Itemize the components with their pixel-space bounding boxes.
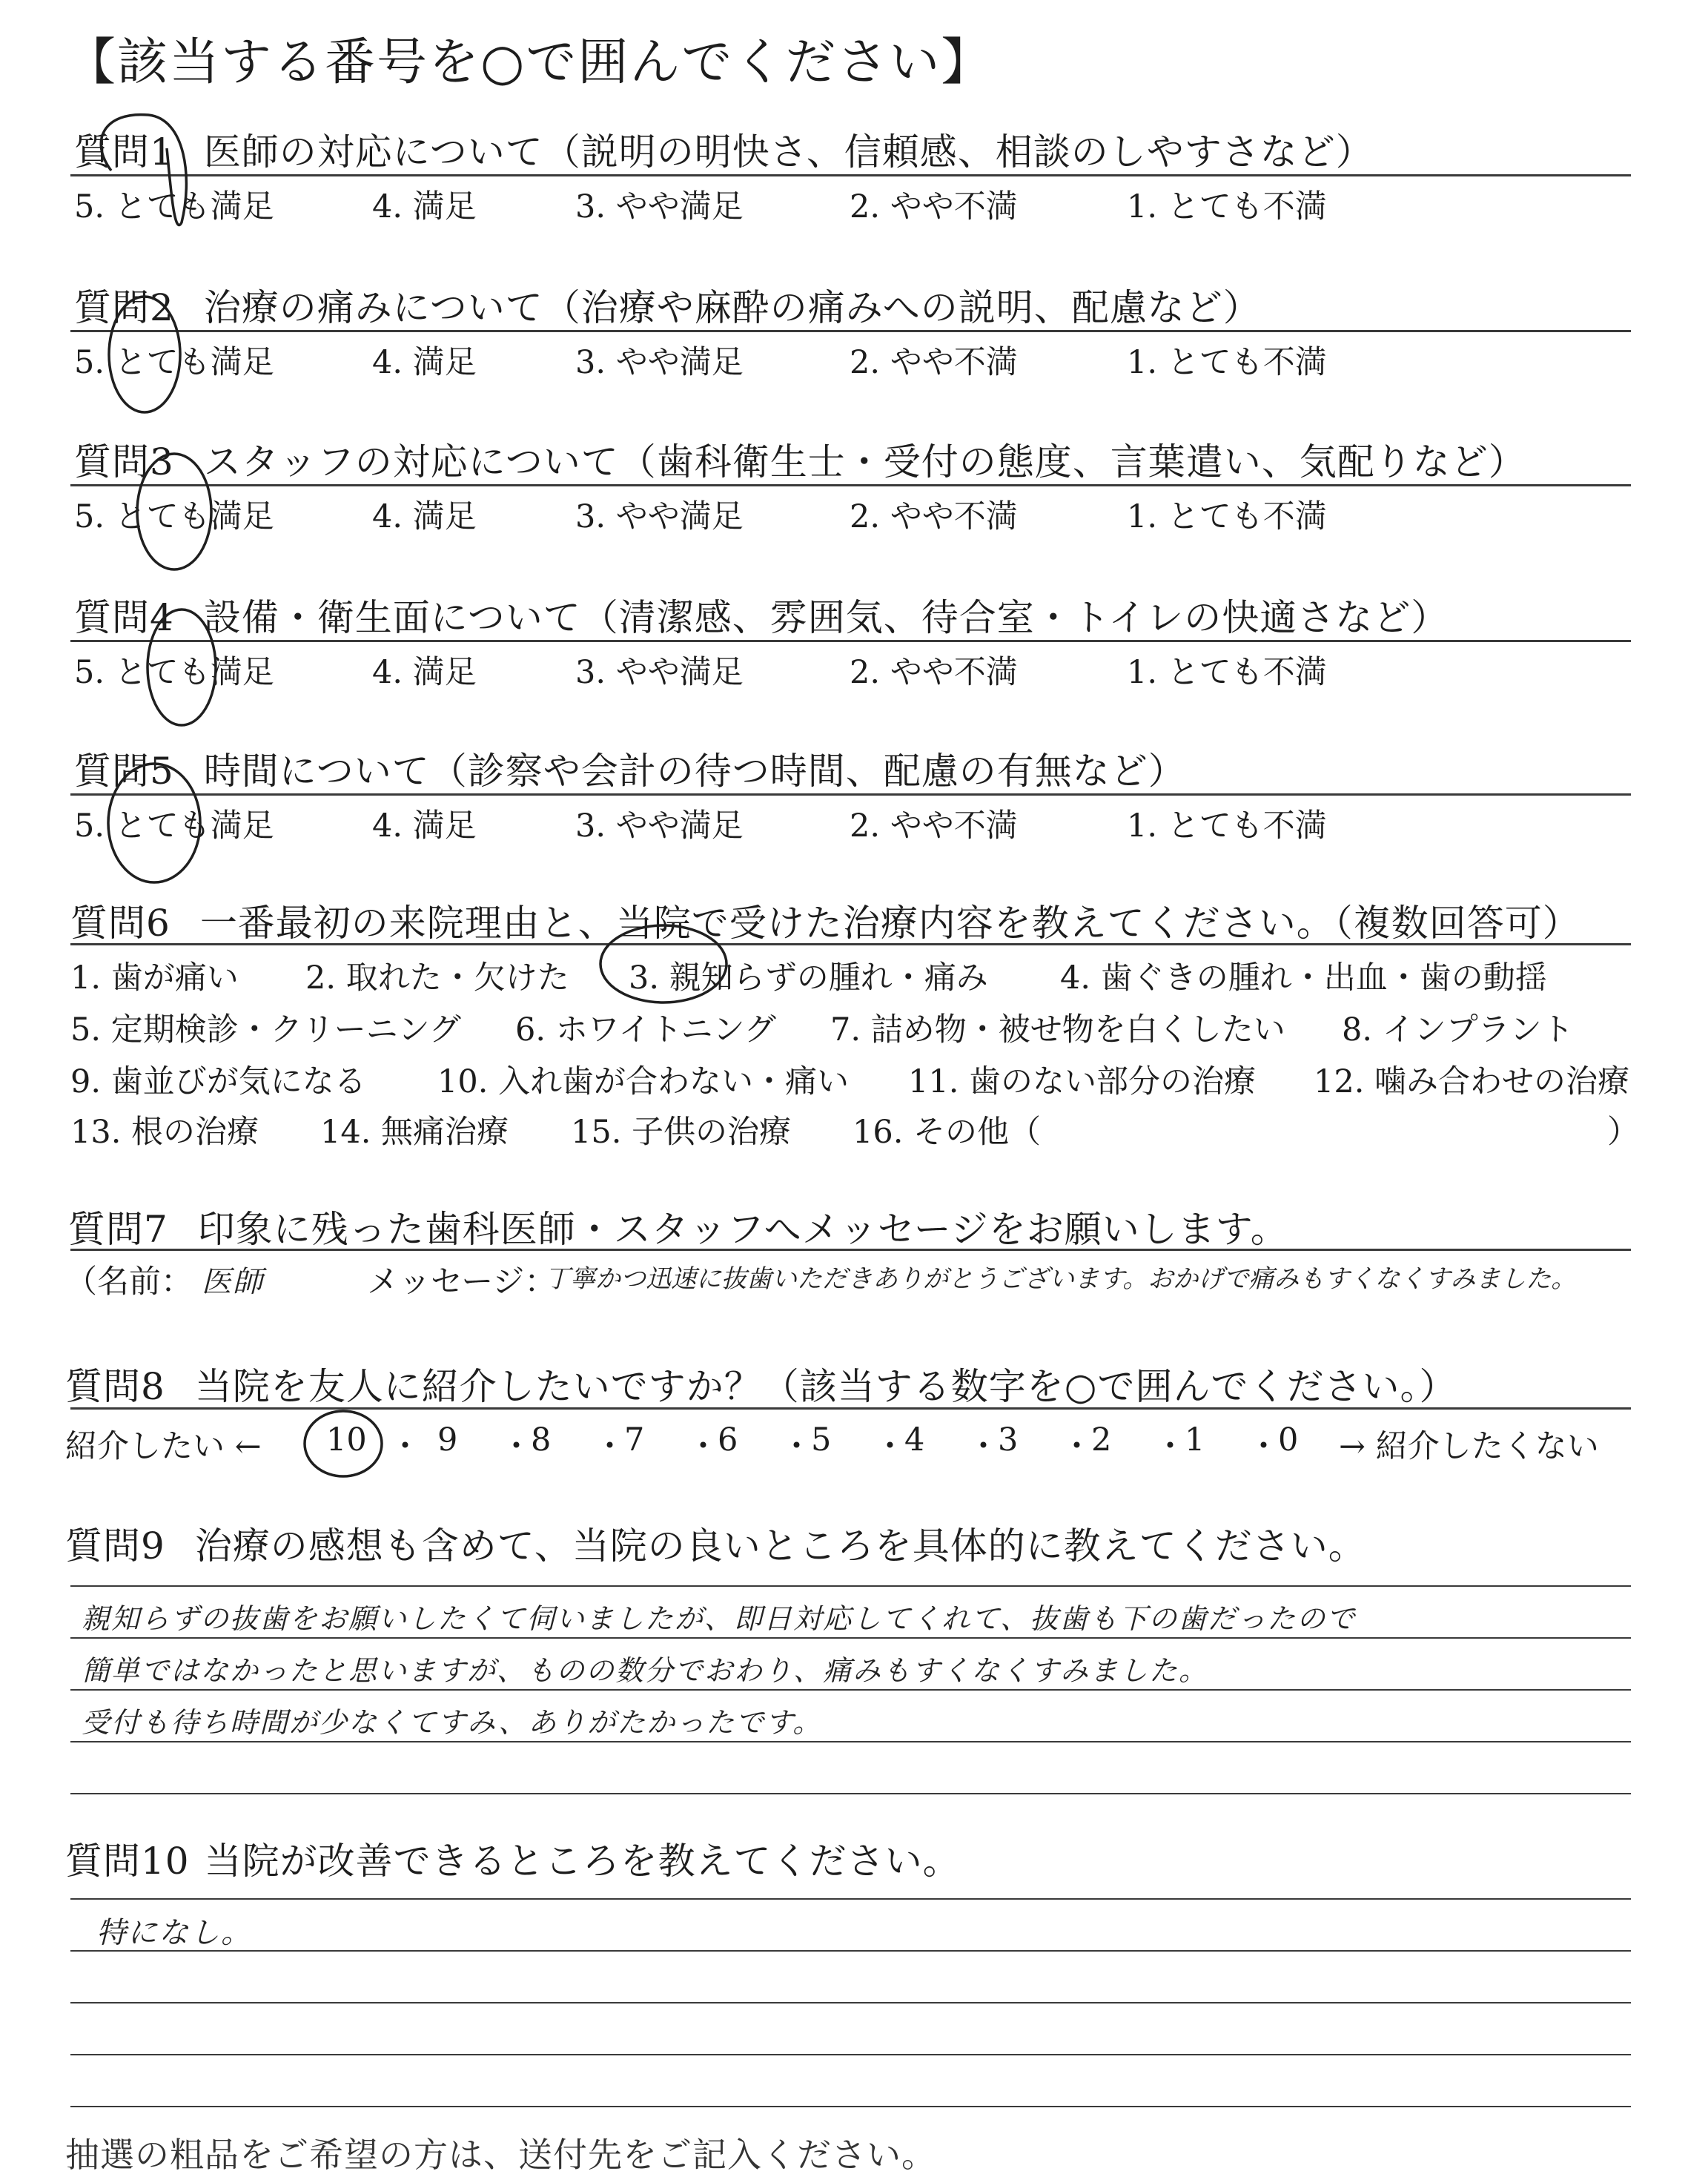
q1-option-2[interactable]: 2. やや不満 [850,188,1018,225]
q8-number-1[interactable]: 1 [1185,1421,1205,1459]
q9-rule [70,1585,1631,1587]
q4-header [74,588,1449,641]
q10-answer-line: 特になし。 [96,1916,252,1950]
q6-option-7[interactable]: 7. 詰め物・被せ物を白くしたい [830,1011,1285,1048]
q6-option-2[interactable]: 2. 取れた・欠けた [305,959,569,997]
q5-label: 質問5 [74,750,174,793]
q8-number-7[interactable]: 7 [624,1421,645,1459]
q3-header [74,432,1526,486]
q9-header [65,1516,1366,1570]
q8-number-6[interactable]: 6 [718,1421,738,1459]
q10-text: 当院が改善できるところを教えてください。 [204,1840,961,1883]
q1-option-1[interactable]: 1. とても不満 [1127,188,1327,225]
q5-option-5[interactable]: 5. とても満足 [74,807,274,845]
q1-label: 質問1 [74,131,174,174]
q3-text: スタッフの対応について（歯科衛生士・受付の態度、言葉遣い、気配りなど） [203,440,1526,483]
q3-option-3[interactable]: 3. やや満足 [575,498,744,535]
q8-separator: ・ [1061,1428,1093,1465]
q8-separator: ・ [967,1428,999,1465]
q8-number-9[interactable]: 9 [437,1421,458,1459]
q8-number-5[interactable]: 5 [811,1421,832,1459]
q5-text: 時間について（診察や会計の待つ時間、配慮の有無など） [203,750,1186,793]
q8-separator: ・ [594,1428,626,1465]
q8-label: 質問8 [65,1365,165,1408]
q6-option-16[interactable]: 16. その他（ [853,1114,1042,1151]
q7-name-label: （名前： [65,1263,193,1301]
footer-partial-text: 抽選の粗品をご希望の方は、送付先をご記入ください。 [65,2135,936,2175]
q1-option-3[interactable]: 3. やや満足 [575,188,744,225]
q8-left-label: 紹介したい ← [65,1428,262,1465]
q8-number-4[interactable]: 4 [904,1421,925,1459]
q7-text: 印象に残った歯科医師・スタッフへメッセージをお願いします。 [197,1208,1288,1251]
q9-rule [70,1689,1631,1691]
q6-option-10[interactable]: 10. 入れ歯が合わない・痛い [437,1063,850,1100]
q2-header [74,278,1261,331]
q5-rule [70,793,1631,796]
q9-text: 治療の感想も含めて、当院の良いところを具体的に教えてください。 [194,1524,1366,1567]
q10-rule [70,2002,1631,2003]
q2-option-1[interactable]: 1. とても不満 [1127,344,1327,381]
q2-option-5[interactable]: 5. とても満足 [74,344,274,381]
q4-option-1[interactable]: 1. とても不満 [1127,654,1327,691]
q8-number-3[interactable]: 3 [998,1421,1019,1459]
q1-header [74,122,1374,176]
q4-option-3[interactable]: 3. やや満足 [575,654,744,691]
q10-rule [70,2106,1631,2107]
q6-text: 一番最初の来院理由と、当院で受けた治療内容を教えてください。（複数回答可） [199,902,1580,945]
q8-separator: ・ [1154,1428,1186,1465]
q6-option-5[interactable]: 5. 定期検診・クリーニング [70,1011,461,1048]
q6-option-9[interactable]: 9. 歯並びが気になる [70,1063,366,1100]
q6-close-paren: ） [1607,1114,1639,1151]
q1-option-5[interactable]: 5. とても満足 [74,188,274,225]
q7-name-value[interactable]: 医師 [202,1265,264,1299]
q8-separator: ・ [1248,1428,1280,1465]
q5-option-4[interactable]: 4. 満足 [372,807,477,845]
q6-option-4[interactable]: 4. 歯ぐきの腫れ・出血・歯の動揺 [1060,959,1547,997]
q3-option-2[interactable]: 2. やや不満 [850,498,1018,535]
q8-separator: ・ [781,1428,812,1465]
q8-number-2[interactable]: 2 [1091,1421,1112,1459]
q3-option-5[interactable]: 5. とても満足 [74,498,274,535]
q3-option-1[interactable]: 1. とても不満 [1127,498,1327,535]
q8-header [65,1357,1457,1410]
q3-option-4[interactable]: 4. 満足 [372,498,477,535]
q2-label: 質問2 [74,286,174,329]
q2-text: 治療の痛みについて（治療や麻酔の痛みへの説明、配慮など） [203,286,1261,329]
q5-option-1[interactable]: 1. とても不満 [1127,807,1327,845]
q8-right-label: → 紹介したくない [1339,1428,1599,1465]
q1-text: 医師の対応について（説明の明快さ、信頼感、相談のしやすさなど） [203,131,1374,174]
q2-option-3[interactable]: 3. やや満足 [575,344,744,381]
q10-rule [70,2054,1631,2055]
q4-option-4[interactable]: 4. 満足 [372,654,477,691]
q6-option-6[interactable]: 6. ホワイトニング [515,1011,776,1048]
q9-answer-line: 簡単ではなかったと思いますが、ものの数分でおわり、痛みもすくなくすみました。 [82,1654,1209,1687]
q8-number-0[interactable]: 0 [1278,1421,1299,1459]
q10-label: 質問10 [65,1840,190,1883]
q8-number-10[interactable]: 10 [326,1421,367,1459]
q10-rule [70,1950,1631,1952]
q2-option-4[interactable]: 4. 満足 [372,344,477,381]
q10-rule [70,1898,1631,1900]
q9-rule [70,1637,1631,1639]
q4-rule [70,640,1631,642]
q9-label: 質問9 [65,1524,165,1567]
q7-header [68,1200,1288,1253]
q5-option-3[interactable]: 3. やや満足 [575,807,744,845]
q1-rule [70,174,1631,176]
q7-message-value[interactable]: 丁寧かつ迅速に抜歯いただきありがとうございます。おかげで痛みもすくなくすみました。 [545,1264,1577,1294]
q8-separator: ・ [687,1428,719,1465]
q10-header [65,1831,961,1885]
q5-header [74,741,1186,795]
q6-label: 質問6 [70,902,171,945]
q6-option-13[interactable]: 13. 根の治療 [70,1114,259,1151]
q9-answer-line: 受付も待ち時間が少なくてすみ、ありがたかったです。 [82,1706,823,1739]
q8-number-8[interactable]: 8 [531,1421,552,1459]
q6-option-8[interactable]: 8. インプラント [1342,1011,1574,1048]
q3-label: 質問3 [74,440,174,483]
q6-option-12[interactable]: 12. 噛み合わせの治療 [1314,1063,1630,1100]
q6-rule [70,943,1631,945]
q8-text: 当院を友人に紹介したいですか？（該当する数字を○で囲んでください。） [194,1365,1457,1408]
q3-rule [70,484,1631,486]
q7-message-label: メッセージ： [367,1263,557,1301]
q8-separator: ・ [389,1428,421,1465]
q4-text: 設備・衛生面について（清潔感、雰囲気、待合室・トイレの快適さなど） [203,596,1449,639]
q6-option-3[interactable]: 3. 親知らずの腫れ・痛み [629,959,988,997]
q6-option-15[interactable]: 15. 子供の治療 [571,1114,792,1151]
q6-option-11[interactable]: 11. 歯のない部分の治療 [908,1063,1257,1100]
q4-label: 質問4 [74,596,174,639]
q4-option-5[interactable]: 5. とても満足 [74,654,274,691]
q2-option-2[interactable]: 2. やや不満 [850,344,1018,381]
q9-answer-line: 親知らずの抜歯をお願いしたくて伺いましたが、即日対応してくれて、抜歯も下の歯だったので [82,1602,1357,1635]
q1-option-4[interactable]: 4. 満足 [372,188,477,225]
q9-rule [70,1793,1631,1794]
q6-option-14[interactable]: 14. 無痛治療 [320,1114,509,1151]
q4-option-2[interactable]: 2. やや不満 [850,654,1018,691]
q2-rule [70,330,1631,332]
q7-label: 質問7 [68,1208,168,1251]
q6-header [70,893,1580,947]
q9-rule [70,1741,1631,1742]
q7-rule [70,1249,1631,1251]
q8-separator: ・ [874,1428,906,1465]
q6-option-1[interactable]: 1. 歯が痛い [70,959,239,997]
q5-option-2[interactable]: 2. やや不満 [850,807,1018,845]
q8-rule [70,1407,1631,1410]
form-title: 【該当する番号を○で囲んでください】 [65,33,993,92]
q8-separator: ・ [500,1428,532,1465]
